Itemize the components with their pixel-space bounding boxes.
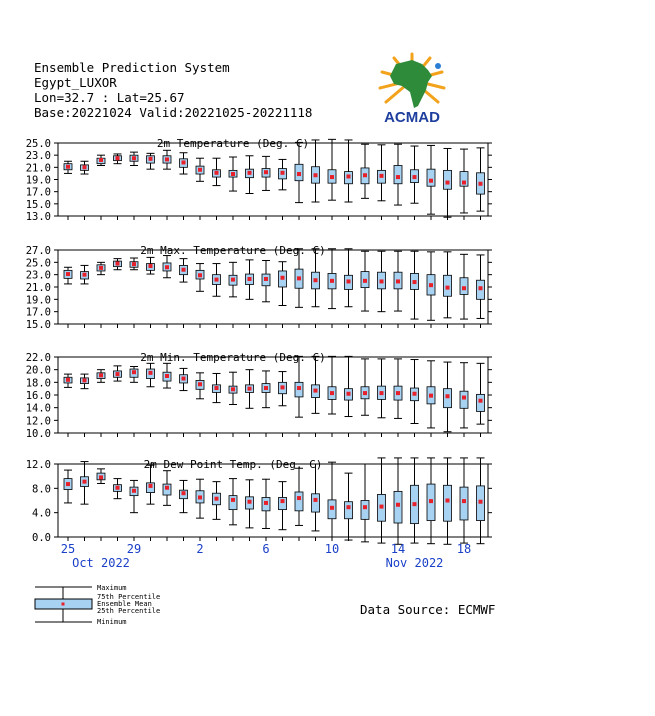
- panel1-mean-marker: [149, 157, 153, 161]
- legend-mean-label: Ensemble Mean: [97, 600, 152, 608]
- panel4-iqr-box: [361, 501, 369, 520]
- panel2-mean-marker: [363, 279, 367, 283]
- header-line-4: Base:20221024 Valid:20221025-20221118: [34, 105, 313, 120]
- panel3-mean-marker: [198, 382, 202, 386]
- panel1-mean-marker: [347, 174, 351, 178]
- panel2-mean-marker: [330, 279, 334, 283]
- panel2-ytick-label: 19.0: [25, 294, 51, 307]
- x-day-label: 29: [126, 542, 142, 556]
- panel3-mean-marker: [446, 394, 450, 398]
- panel1-mean-marker: [83, 165, 87, 169]
- x-month-label: Oct 2022: [72, 556, 130, 570]
- legend-p75-label: 75th Percentile: [97, 593, 161, 601]
- panel3-ytick-label: 12.0: [25, 415, 51, 428]
- panel2-mean-marker: [314, 278, 318, 282]
- panel3-mean-marker: [231, 387, 235, 391]
- panel1-mean-marker: [429, 179, 433, 183]
- panel3-mean-marker: [182, 377, 186, 381]
- panel4-mean-marker: [231, 498, 235, 502]
- panel1-ytick-label: 19.0: [25, 174, 51, 187]
- panel1-mean-marker: [330, 175, 334, 179]
- legend-mean-marker: [62, 603, 65, 606]
- panel1-iqr-box: [444, 170, 452, 189]
- panel2-plot-frame: [58, 250, 488, 324]
- panel3-mean-marker: [330, 391, 334, 395]
- panel3-mean-marker: [380, 391, 384, 395]
- panel4-mean-marker: [429, 499, 433, 503]
- panel1-iqr-box: [427, 169, 435, 186]
- panel3-mean-marker: [479, 399, 483, 403]
- panel3-mean-marker: [248, 387, 252, 391]
- panel3-mean-marker: [149, 371, 153, 375]
- panel2-mean-marker: [413, 280, 417, 284]
- panel4-ytick-label: 12.0: [25, 459, 51, 471]
- panel2-ytick-label: 23.0: [25, 269, 51, 282]
- panel1-mean-marker: [297, 172, 301, 176]
- panel1-ytick-label: 21.0: [25, 162, 51, 175]
- panel2-mean-marker: [83, 273, 87, 277]
- panel1-mean-marker: [99, 158, 103, 162]
- panel3-mean-marker: [396, 391, 400, 395]
- panel3-ytick-label: 20.0: [25, 364, 51, 377]
- panel3-ytick-label: 22.0: [25, 352, 51, 364]
- panel3-mean-marker: [429, 394, 433, 398]
- panel4-ytick-label: 0.0: [32, 532, 51, 544]
- panel2-ytick-label: 17.0: [25, 306, 51, 319]
- panel1-mean-marker: [66, 165, 70, 169]
- panel1-plot-frame: [58, 143, 488, 216]
- panel4-ytick-label: 4.0: [32, 507, 51, 520]
- panel4-title: 2m Dew Point Temp. (Deg. C): [143, 458, 323, 471]
- panel4-plot-frame: [58, 464, 488, 537]
- panel1-mean-marker: [264, 170, 268, 174]
- panel3-mean-marker: [264, 386, 268, 390]
- panel2-mean-marker: [231, 278, 235, 282]
- panel2-iqr-box: [460, 278, 468, 295]
- panel3-mean-marker: [99, 373, 103, 377]
- panel2-mean-marker: [380, 279, 384, 283]
- panel4-iqr-box: [460, 487, 468, 520]
- panel4-mean-marker: [396, 503, 400, 507]
- panel3-title: 2m Min. Temperature (Deg. C): [140, 351, 326, 364]
- panel2-mean-marker: [116, 262, 120, 266]
- panel3-mean-marker: [297, 386, 301, 390]
- panel1-mean-marker: [165, 157, 169, 161]
- panel4-iqr-box: [394, 491, 402, 523]
- panel1-mean-marker: [182, 160, 186, 164]
- panel1-mean-marker: [363, 173, 367, 177]
- panel3-mean-marker: [215, 386, 219, 390]
- panel3-iqr-box: [477, 394, 485, 411]
- panel4-mean-marker: [347, 505, 351, 509]
- panel4-mean-marker: [281, 499, 285, 503]
- x-day-label: 6: [262, 542, 270, 556]
- panel2-title: 2m Max. Temperature (Deg. C): [140, 244, 326, 257]
- panel3-mean-marker: [83, 378, 87, 382]
- data-source-label: Data Source: ECMWF: [360, 602, 496, 617]
- panel4-mean-marker: [132, 489, 136, 493]
- panel4-mean-marker: [83, 480, 87, 484]
- panel1-mean-marker: [413, 175, 417, 179]
- panel2-ytick-label: 21.0: [25, 282, 51, 294]
- panel4-mean-marker: [297, 496, 301, 500]
- panel4-mean-marker: [264, 501, 268, 505]
- panel3-mean-marker: [165, 374, 169, 378]
- panel1-mean-marker: [198, 168, 202, 172]
- panel1-mean-marker: [462, 181, 466, 185]
- panel4-mean-marker: [182, 491, 186, 495]
- panel4-iqr-box: [229, 496, 237, 510]
- panel3-mean-marker: [132, 370, 136, 374]
- panel1-mean-marker: [396, 175, 400, 179]
- panel2-mean-marker: [479, 286, 483, 290]
- panel3-mean-marker: [347, 392, 351, 396]
- header-line-1: Ensemble Prediction System: [34, 60, 230, 75]
- panel2-mean-marker: [297, 276, 301, 280]
- panel1-mean-marker: [116, 156, 120, 160]
- panel4-mean-marker: [330, 506, 334, 510]
- header-line-2: Egypt_LUXOR: [34, 75, 117, 90]
- panel1-mean-marker: [446, 181, 450, 185]
- panel4-mean-marker: [446, 499, 450, 503]
- panel4-mean-marker: [66, 482, 70, 486]
- panel3-mean-marker: [116, 372, 120, 376]
- panel2-ytick-label: 25.0: [25, 257, 51, 270]
- panel2-mean-marker: [347, 279, 351, 283]
- panel4-mean-marker: [479, 500, 483, 504]
- panel3-ytick-label: 10.0: [25, 428, 51, 440]
- panel3-mean-marker: [413, 392, 417, 396]
- panel2-mean-marker: [99, 266, 103, 270]
- panel1-title: 2m Temperature (Deg. C): [156, 137, 310, 150]
- panel1-ytick-label: 13.0: [25, 211, 51, 223]
- x-day-label: 18: [456, 542, 472, 556]
- panel2-mean-marker: [132, 262, 136, 266]
- panel2-mean-marker: [149, 264, 153, 268]
- panel2-mean-marker: [165, 265, 169, 269]
- panel4-mean-marker: [413, 502, 417, 506]
- panel4-mean-marker: [198, 495, 202, 499]
- panel1-mean-marker: [248, 171, 252, 175]
- panel1-ytick-label: 23.0: [25, 150, 51, 163]
- panel1-ytick-label: 15.0: [25, 198, 51, 211]
- panel4-ytick-label: 8.0: [32, 483, 51, 496]
- panel3-ytick-label: 16.0: [25, 390, 51, 402]
- panel1-ytick-label: 17.0: [25, 186, 51, 199]
- legend-maximum-label: Maximum: [97, 584, 127, 592]
- panel2-mean-marker: [462, 286, 466, 290]
- panel2-mean-marker: [446, 286, 450, 290]
- panel2-mean-marker: [396, 279, 400, 283]
- panel1-mean-marker: [231, 172, 235, 176]
- panel4-mean-marker: [99, 475, 103, 479]
- panel4-mean-marker: [314, 498, 318, 502]
- panel4-iqr-box: [345, 502, 353, 519]
- panel2-mean-marker: [66, 272, 70, 276]
- panel3-mean-marker: [281, 385, 285, 389]
- panel3-ytick-label: 18.0: [25, 377, 51, 390]
- panel4-mean-marker: [215, 497, 219, 501]
- panel4-mean-marker: [116, 486, 120, 490]
- panel3-plot-frame: [58, 357, 488, 433]
- panel3-mean-marker: [462, 396, 466, 400]
- panel4-mean-marker: [248, 500, 252, 504]
- x-day-label: 2: [196, 542, 204, 556]
- panel4-mean-marker: [462, 499, 466, 503]
- panel1-mean-marker: [281, 171, 285, 175]
- x-month-label: Nov 2022: [385, 556, 444, 570]
- x-day-label: 10: [324, 542, 340, 556]
- panel1-mean-marker: [132, 156, 136, 160]
- panel1-mean-marker: [479, 182, 483, 186]
- panel4-mean-marker: [165, 486, 169, 490]
- panel3-mean-marker: [314, 389, 318, 393]
- x-day-label: 25: [60, 542, 76, 556]
- header-line-3: Lon=32.7 : Lat=25.67: [34, 90, 185, 105]
- panel4-iqr-box: [295, 492, 303, 511]
- panel3-mean-marker: [66, 378, 70, 382]
- panel4-mean-marker: [363, 505, 367, 509]
- panel2-ytick-label: 15.0: [25, 319, 51, 331]
- panel1-mean-marker: [380, 174, 384, 178]
- panel2-mean-marker: [264, 277, 268, 281]
- logo-text: ACMAD: [384, 109, 440, 126]
- x-day-label: 14: [390, 542, 406, 556]
- panel3-ytick-label: 14.0: [25, 402, 51, 415]
- legend-p25-label: 25th Percentile: [97, 607, 161, 615]
- legend-minimum-label: Minimum: [97, 618, 127, 626]
- panel4-iqr-box: [444, 485, 452, 521]
- panel1-ytick-label: 25.0: [25, 138, 51, 150]
- panel1-mean-marker: [314, 173, 318, 177]
- panel2-mean-marker: [429, 283, 433, 287]
- panel4-mean-marker: [149, 484, 153, 488]
- panel2-ytick-label: 27.0: [25, 245, 51, 257]
- panel2-mean-marker: [215, 278, 219, 282]
- panel3-iqr-box: [460, 391, 468, 408]
- panel1-iqr-box: [394, 166, 402, 184]
- panel4-iqr-box: [312, 494, 320, 512]
- panel1-mean-marker: [215, 171, 219, 175]
- panel2-mean-marker: [248, 277, 252, 281]
- panel3-mean-marker: [363, 391, 367, 395]
- panel2-mean-marker: [182, 268, 186, 272]
- panel2-mean-marker: [281, 276, 285, 280]
- panel2-mean-marker: [198, 273, 202, 277]
- panel4-mean-marker: [380, 505, 384, 509]
